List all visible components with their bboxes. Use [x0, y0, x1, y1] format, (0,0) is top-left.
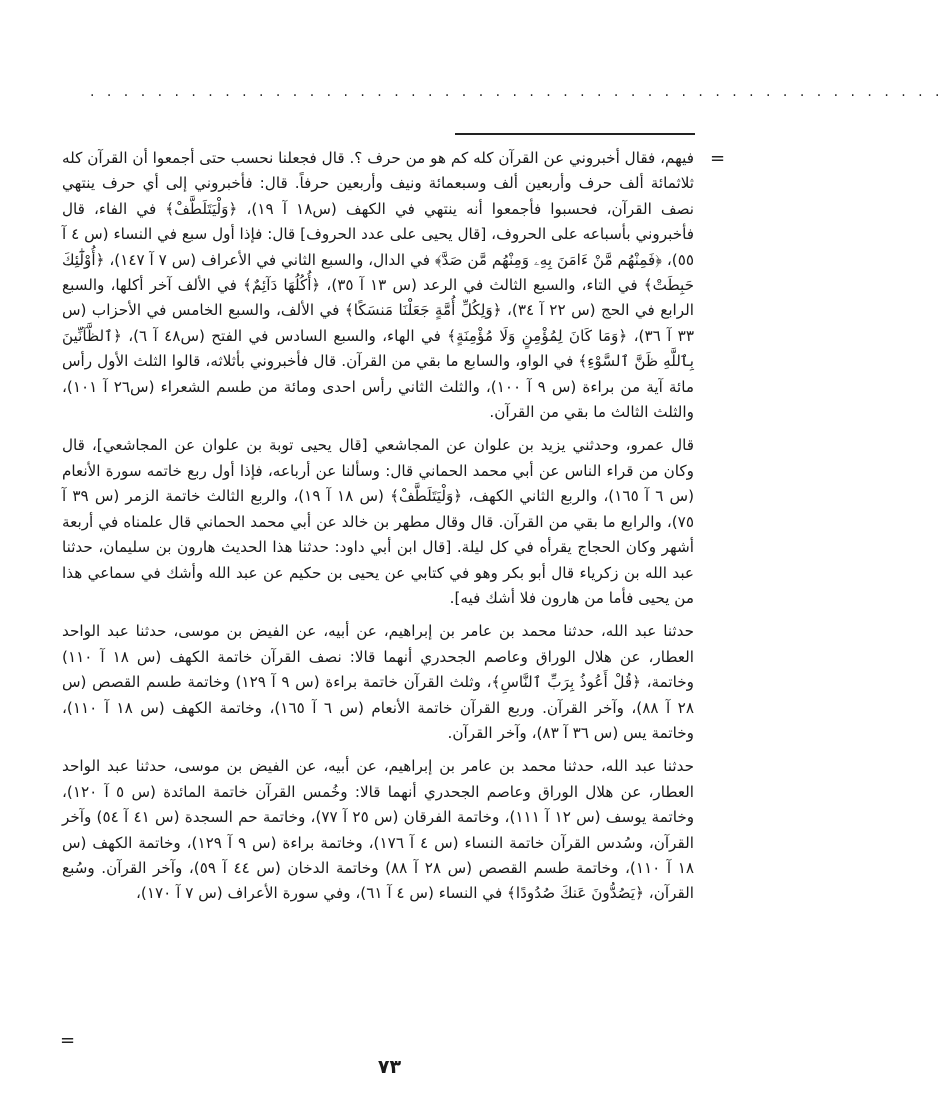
paragraph-2: قال عمرو، وحدثني يزيد بن علوان عن المجاشعي [قال يحيى توبة بن علوان عن المجاشعي]، قال وكان من قراء الناس عن أبي محمد الحماني قال: وسألنا عن أرباعه، فإذا أول ربع خاتمه سورة الأنعام (س ٦ آ ١٦٥)، والربع الثاني الكهف، ﴿وَلْيَتَلَطَّفْ﴾ (س ١٨ آ ١٩)، والربع الثالث خاتمة الزمر (س ٣٩ آ ٧٥)، والرابع ما بقي من القرآن. قال وقال مطهر بن خالد عن أبي محمد الحماني قال علمناه في أربعة أشهر وكان الحجاج يقرأه في كل ليلة. [قال ابن أبي داود: حدثنا هذا الحديث هارون بن سليمان، حدثنا عبد الله بن زكرياء قال أبو بكر وهو في كتابي عن يحيى بن حكيم عن عبد الله وأشك في سماعي هذا من يحيى فأما من هارون فلا أشك فيه].: [62, 436, 695, 607]
header-dotted-line: . . . . . . . . . . . . . . . . . . . . . . . . . . . . . . . . . . . . . . . . . . . . . . . . . . .: [90, 84, 943, 100]
section-divider: [455, 133, 695, 135]
page-number: ٧٣: [377, 1056, 402, 1078]
continuation-mark-start: =: [710, 148, 726, 169]
paragraph-4: حدثنا عبد الله، حدثنا محمد بن عامر بن إبراهيم، عن أبيه، عن الفيض بن موسى، حدثنا عبد الواحد العطار، عن هلال الوراق وعاصم الجحدري أنهما قالا: وخُمس القرآن خاتمة المائدة (س ٥ آ ١٢٠)، وخاتمة يوسف (س ١٢ آ ١١١)، وخاتمة الفرقان (س ٢٥ آ ٧٧)، وخاتمة حم السجدة (س ٤١ آ ٥٤) وآخر القرآن، وسُدس القرآن خاتمة النساء (س ٤ آ ١٧٦)، وخاتمة براءة (س ٩ آ ١٢٩)، وخاتمة الكهف (س ١٨ آ ١١٠)، وخاتمة طسم القصص (س ٢٨ آ ٨٨) وخاتمة الدخان (س ٤٤ آ ٥٩)، وآخر القرآن. وسُبع القرآن، ﴿يَصُدُّونَ عَنكَ صُدُودًا﴾ في النساء (س ٤ آ ٦١)، وفي سورة الأعراف (س ٧ آ ١٧٠)،: [62, 757, 695, 903]
paragraph-1: فيهم، فقال أخبروني عن القرآن كله كم هو من حرف ؟. قال فجعلنا نحسب حتى أجمعوا أن القرآن كله ثلاثمائة ألف حرف وأربعين ألف وسبعمائة ونيف وأربعين حرفاً. قال: فأخبروني إلى أي حرف ينتهي نصف القرآن، فحسبوا فأجمعوا أنه ينتهي في الكهف (س١٨ آ ١٩)، ﴿وَلْيَتَلَطَّفْ﴾ في الفاء، قال فأخبروني بأسباعه على الحروف، [قال يحيى على عدد الحروف] قال: فإذا أول سبع في النساء (س ٤ آ ٥٥)، ﴿فَمِنْهُم مَّنْ ءَامَنَ بِهِۦ وَمِنْهُم مَّن صَدَّ﴾ في الدال، والسبع الثاني في الأعراف (س ٧ آ ١٤٧)، ﴿أُوْلَٰٓئِكَ حَبِطَتْ﴾ في التاء، والسبع الثالث في الرعد (س ١٣ آ ٣٥)، ﴿أُكُلُهَا دَآئِمٌ﴾ في الألف آخر أكلها، والسبع الرابع في الحج (س ٢٢ آ ٣٤)، ﴿وَلِكُلِّ أُمَّةٍ جَعَلْنَا مَنسَكًا﴾ في الألف، والسبع الخامس في الأحزاب (س ٣٣ آ ٣٦)، ﴿وَمَا كَانَ لِمُؤْمِنٍ وَلَا مُؤْمِنَةٍ﴾ في الهاء، والسبع السادس في الفتح (س٤٨ آ ٦)، ﴿ٱلظَّآنِّينَ بِٱللَّهِ ظَنَّ ٱلسَّوْءِ﴾ في الواو، والسابع ما بقي من القرآن. قال فأخبروني بأثلاثه، قالوا الثلث الأول رأس مائة آية من براءة (س ٩ آ ١٠٠)، والثلث الثاني رأس احدى ومائة من طسم الشعراء (س٢٦ آ ١٠١)، والثلث الثالث ما بقي من القرآن.: [62, 149, 695, 422]
page-body: [62, 146, 694, 915]
continuation-mark-end: =: [60, 1030, 76, 1051]
paragraph-3: حدثنا عبد الله، حدثنا محمد بن عامر بن إبراهيم، عن أبيه، عن الفيض بن موسى، حدثنا عبد الواحد العطار، عن هلال الوراق وعاصم الجحدري أنهما قالا: نصف القرآن خاتمة الكهف (س ١٨ آ ١١٠) وخاتمة، ﴿قُلْ أَعُوذُ بِرَبِّ ٱلنَّاسِ﴾، وثلث القرآن خاتمة براءة (س ٩ آ ١٢٩) وخاتمة طسم القصص (س ٢٨ آ ٨٨)، وآخر القرآن. وربع القرآن خاتمة الأنعام (س ٦ آ ١٦٥)، وخاتمة الكهف (س ١٨ آ ١١٠)، وخاتمة يس (س ٣٦ آ ٨٣)، وآخر القرآن.: [62, 622, 695, 742]
